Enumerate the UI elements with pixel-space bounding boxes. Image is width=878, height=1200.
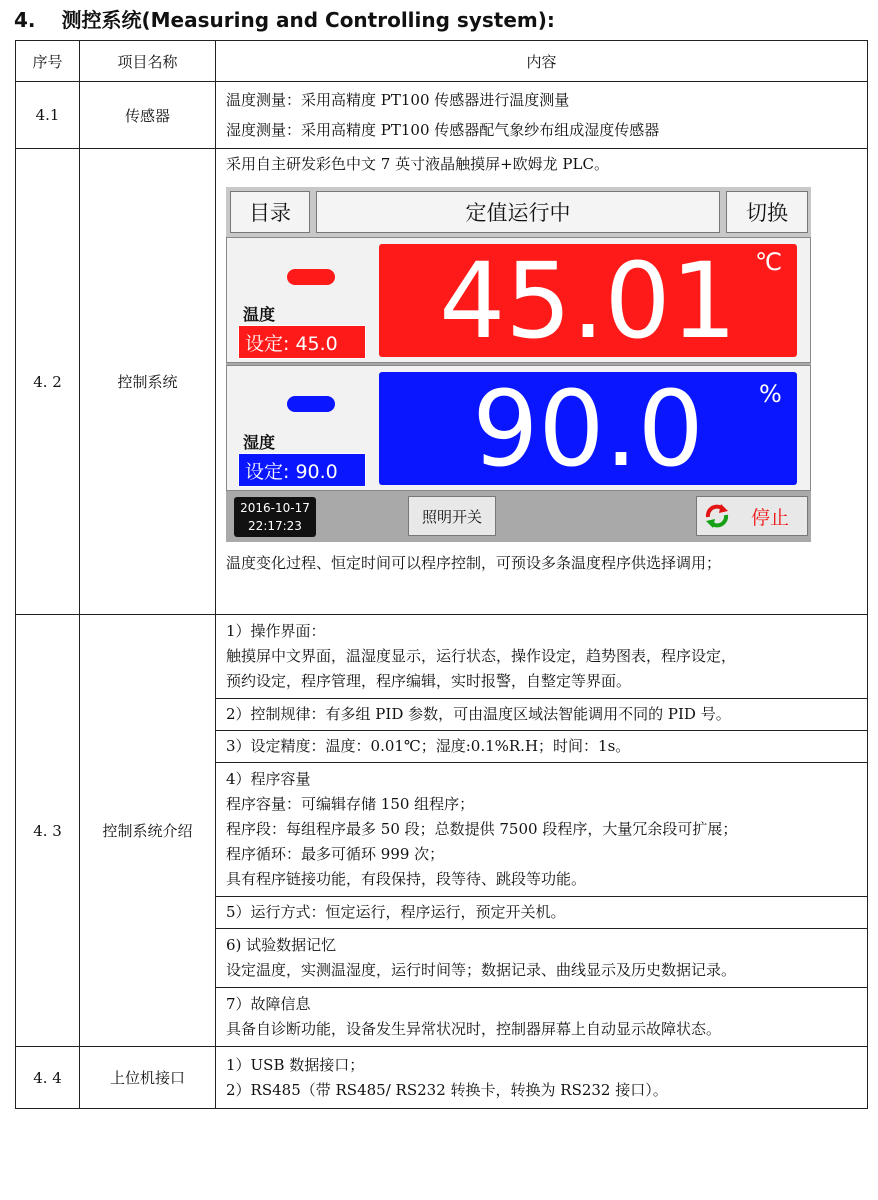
row-content	[216, 149, 868, 615]
row-content	[216, 82, 868, 149]
content-line: 预约设定，程序管理，程序编辑，实时报警，自整定等界面。	[226, 672, 632, 690]
section-title: 测控系统(Measuring and Controlling system):	[61, 8, 555, 32]
content-line: 2）控制规律：有多组 PID 参数，可由温度区域法智能调用不同的 PID 号。	[226, 705, 731, 723]
content-line: 采用自主研发彩色中文 7 英寸液晶触摸屏+欧姆龙 PLC。	[226, 155, 609, 173]
row-number: 4. 4	[16, 1047, 80, 1109]
row-4-1	[16, 82, 868, 149]
row-name: 传感器	[80, 82, 216, 149]
humidity-indicator	[287, 396, 335, 412]
header-no: 序号	[16, 41, 80, 82]
content-line: 程序循环：最多可循环 999 次；	[226, 845, 445, 863]
content-line: 程序容量：可编辑存储 150 组程序；	[226, 795, 475, 813]
content-line: 3）设定精度：温度：0.01℃；湿度:0.1%R.H；时间：1s。	[226, 737, 631, 755]
content-line: 设定温度，实测温湿度，运行时间等；数据记录、曲线显示及历史数据记录。	[226, 961, 737, 979]
humidity-value: 90.0	[379, 372, 797, 485]
content-line: 7）故障信息	[226, 995, 311, 1013]
header-row	[16, 41, 868, 82]
row-4-2	[16, 149, 868, 615]
row-content	[216, 1047, 868, 1109]
row-content	[216, 615, 868, 1047]
content-line: 具有程序链接功能，有段保持，段等待、跳段等功能。	[226, 870, 587, 888]
row-name: 控制系统	[80, 149, 216, 615]
item-4	[216, 762, 867, 896]
temperature-label: 温度	[243, 305, 276, 324]
content-line: 湿度测量：采用高精度 PT100 传感器配气象纱布组成湿度传感器	[226, 121, 660, 139]
content-line: 触摸屏中文界面，温湿度显示，运行状态，操作设定，趋势图表，程序设定，	[226, 647, 737, 665]
humidity-unit: %	[759, 380, 782, 408]
humidity-setpoint[interactable]: 设定: 90.0	[238, 453, 366, 487]
temperature-value: 45.01	[379, 244, 797, 357]
row-number: 4. 2	[16, 149, 80, 615]
item-5	[216, 896, 867, 928]
row-name: 上位机接口	[80, 1047, 216, 1109]
content-line: 温度变化过程、恒定时间可以程序控制，可预设多条温度程序供选择调用；	[226, 554, 722, 572]
humidity-label: 湿度	[243, 433, 276, 452]
datetime-display	[234, 497, 316, 537]
row-number: 4. 3	[16, 615, 80, 1047]
menu-button[interactable]: 目录	[230, 191, 310, 233]
item-1	[216, 615, 867, 698]
content-line: 5）运行方式：恒定运行，程序运行，预定开关机。	[226, 903, 566, 921]
temperature-setpoint[interactable]: 设定: 45.0	[238, 325, 366, 359]
humidity-panel	[226, 365, 811, 491]
item-6	[216, 928, 867, 987]
row-name: 控制系统介绍	[80, 615, 216, 1047]
run-status: 定值运行中	[316, 191, 720, 233]
switch-button[interactable]: 切换	[726, 191, 808, 233]
hmi-screen	[226, 187, 811, 542]
content-line: 程序段：每组程序最多 50 段；总数提供 7500 段程序，大量冗余段可扩展；	[226, 820, 738, 838]
time-text: 22:17:23	[248, 519, 302, 533]
spec-table	[15, 40, 868, 1109]
content-line: 具备自诊断功能，设备发生异常状况时，控制器屏幕上自动显示故障状态。	[226, 1020, 722, 1038]
item-7	[216, 987, 867, 1046]
content-line: 1）操作界面：	[226, 622, 326, 640]
header-content: 内容	[216, 41, 868, 82]
content-line: 4）程序容量	[226, 770, 311, 788]
temperature-unit: ℃	[755, 248, 782, 276]
content-line: 2）RS485（带 RS485/ RS232 转换卡，转换为 RS232 接口）。	[226, 1080, 668, 1099]
content-line: 温度测量：采用高精度 PT100 传感器进行温度测量	[226, 91, 570, 109]
header-name: 项目名称	[80, 41, 216, 82]
date-text: 2016-10-17	[240, 501, 310, 515]
content-line: 6) 试验数据记忆	[226, 936, 337, 954]
item-2	[216, 698, 867, 730]
section-number: 4.	[14, 8, 36, 32]
content-line: 1）USB 数据接口；	[226, 1055, 365, 1074]
stop-label: 停止	[751, 506, 790, 529]
cycle-icon	[703, 502, 731, 530]
stop-button[interactable]	[696, 496, 808, 536]
temperature-indicator	[287, 269, 335, 285]
row-4-4	[16, 1047, 868, 1109]
light-switch-button[interactable]: 照明开关	[408, 496, 496, 536]
section-heading	[14, 4, 555, 33]
item-3	[216, 730, 867, 762]
temperature-panel	[226, 237, 811, 363]
row-number: 4.1	[16, 82, 80, 149]
row-4-3	[16, 615, 868, 1047]
